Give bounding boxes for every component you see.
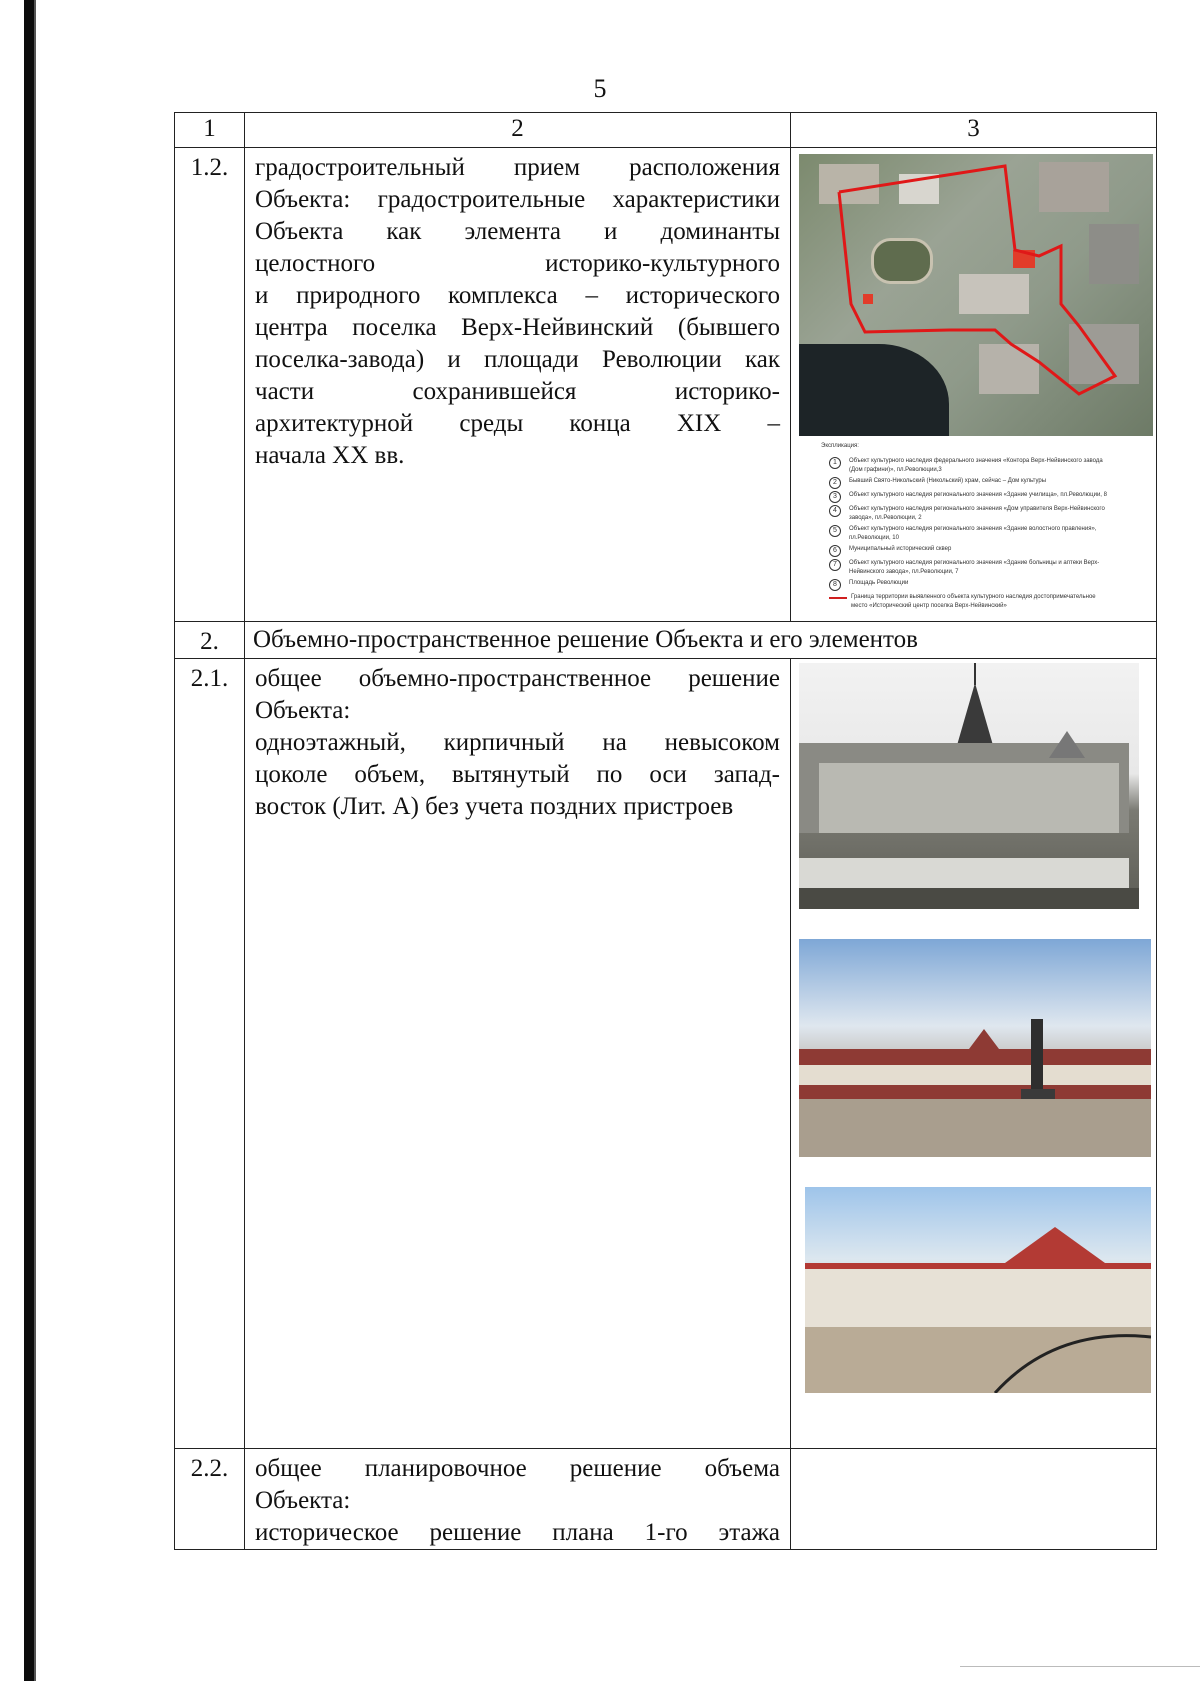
text-line: Объекта:: [255, 1487, 351, 1514]
text-line: начала XX вв.: [255, 442, 405, 469]
table-row-2-1: [175, 659, 1157, 1449]
header-col-2: 2: [245, 113, 791, 148]
scan-bottom-line: [960, 1666, 1200, 1667]
legend-item: [829, 457, 1152, 475]
legend-marker: 1: [829, 457, 841, 469]
legend-item: [829, 545, 1152, 557]
table-row-2-2: [175, 1449, 1157, 1550]
legend-text: Бывший Свято-Никольский (Никольский) храм, сейчас – Дом культуры: [849, 478, 1047, 484]
row-number: 1.2.: [175, 148, 245, 622]
table-row-2: [175, 622, 1157, 659]
text-line: историческое решение плана 1-го этажа: [255, 1519, 780, 1546]
header-col-3: 3: [791, 113, 1157, 148]
legend-item: [829, 525, 1152, 543]
legend-item: [829, 579, 1152, 591]
legend-text: Объект культурного наследия регионального значения «Здание училища», пл.Революции, 8: [849, 492, 1107, 498]
scan-edge: [24, 0, 34, 1681]
legend-marker: 6: [829, 545, 841, 557]
text-line: восток (Лит. А) без учета поздних пристроев: [255, 793, 734, 820]
historic-photo-image: [799, 663, 1139, 909]
legend-item: [829, 491, 1152, 503]
legend-text: Муниципальный исторический сквер: [849, 546, 952, 552]
text-line: Объекта как элемента и доминанты: [255, 218, 780, 245]
map-cell: [791, 148, 1157, 622]
legend-item: [829, 477, 1152, 489]
row-number: 2.1.: [175, 659, 245, 1449]
row-text: [245, 1449, 791, 1550]
text-line: поселка-завода) и площади Революции как: [255, 346, 780, 373]
legend-title: Экспликация:: [821, 443, 859, 449]
legend-item-boundary: [829, 593, 1152, 611]
text-line: цоколе объем, вытянутый по оси запад-: [255, 761, 780, 788]
legend-marker: 4: [829, 505, 841, 517]
historic-building-drawing: [799, 663, 1139, 909]
boundary-outline: [799, 154, 1153, 436]
row-number: 2.: [175, 622, 245, 659]
legend-text: Объект культурного наследия регионального значения «Здание волостного правления», пл.Революции, 10: [849, 526, 1097, 541]
text-line: Объекта:: [255, 697, 351, 724]
legend-text: Площадь Революции: [849, 580, 909, 586]
legend-marker: 3: [829, 491, 841, 503]
legend-text: Граница территории выявленного объекта культурного наследия достопримечательное место «Исторический центр поселка Верх-Нейвинский»: [851, 594, 1096, 609]
scan-edge-shadow: [34, 0, 36, 1681]
color-photo-lenin-monument-image: [799, 939, 1151, 1157]
section-title: Объемно-пространственное решение Объекта и его элементов: [245, 622, 1157, 659]
table-row-1-2: [175, 148, 1157, 622]
text-line: части сохранившейся историко-: [255, 378, 780, 405]
page-number: 5: [593, 74, 607, 103]
header-col-1: 1: [175, 113, 245, 148]
legend-text: Объект культурного наследия федерального значения «Контора Верх-Нейвинского завода (Дом графини)», пл.Революции,3: [849, 458, 1103, 473]
text-line: градостроительный прием расположения: [255, 154, 780, 181]
legend-item: [829, 505, 1152, 523]
row-text: [245, 659, 791, 1449]
text-line: целостного историко-культурного: [255, 250, 780, 277]
text-line: центра поселка Верх-Нейвинский (бывшего: [255, 314, 780, 341]
building-with-monument-drawing: [799, 939, 1151, 1157]
legend-marker: 2: [829, 477, 841, 489]
legend-text: Объект культурного наследия регионального значения «Дом управителя Верх-Нейвинского завода», пл.Революции, 2: [849, 506, 1105, 521]
color-photo-building-image: [805, 1187, 1151, 1393]
text-line: и природного комплекса – исторического: [255, 282, 780, 309]
row-number: 2.2.: [175, 1449, 245, 1550]
legend-text: Объект культурного наследия регионального значения «Здание больницы и аптеки Верх-Нейвинского завода», пл.Революции, 7: [849, 560, 1100, 575]
map-legend: [799, 436, 1152, 619]
empty-cell: [791, 1449, 1157, 1550]
text-line: общее объемно-пространственное решение: [255, 665, 780, 692]
text-line: общее планировочное решение объема: [255, 1455, 780, 1482]
boundary-line-swatch: [829, 597, 847, 599]
legend-marker: 8: [829, 579, 841, 591]
legend-marker: 5: [829, 525, 841, 537]
legend-item: [829, 559, 1152, 577]
table-header-row: [175, 113, 1157, 148]
text-line: одноэтажный, кирпичный на невысоком: [255, 729, 780, 756]
row-text: [245, 148, 791, 622]
satellite-map-image: [799, 154, 1153, 436]
text-line: Объекта: градостроительные характеристики: [255, 186, 780, 213]
building-drawing: [805, 1187, 1151, 1393]
text-line: архитектурной среды конца XIX –: [255, 410, 780, 437]
legend-marker: 7: [829, 559, 841, 571]
passport-table: [174, 112, 1157, 1550]
photos-cell: [791, 659, 1157, 1449]
